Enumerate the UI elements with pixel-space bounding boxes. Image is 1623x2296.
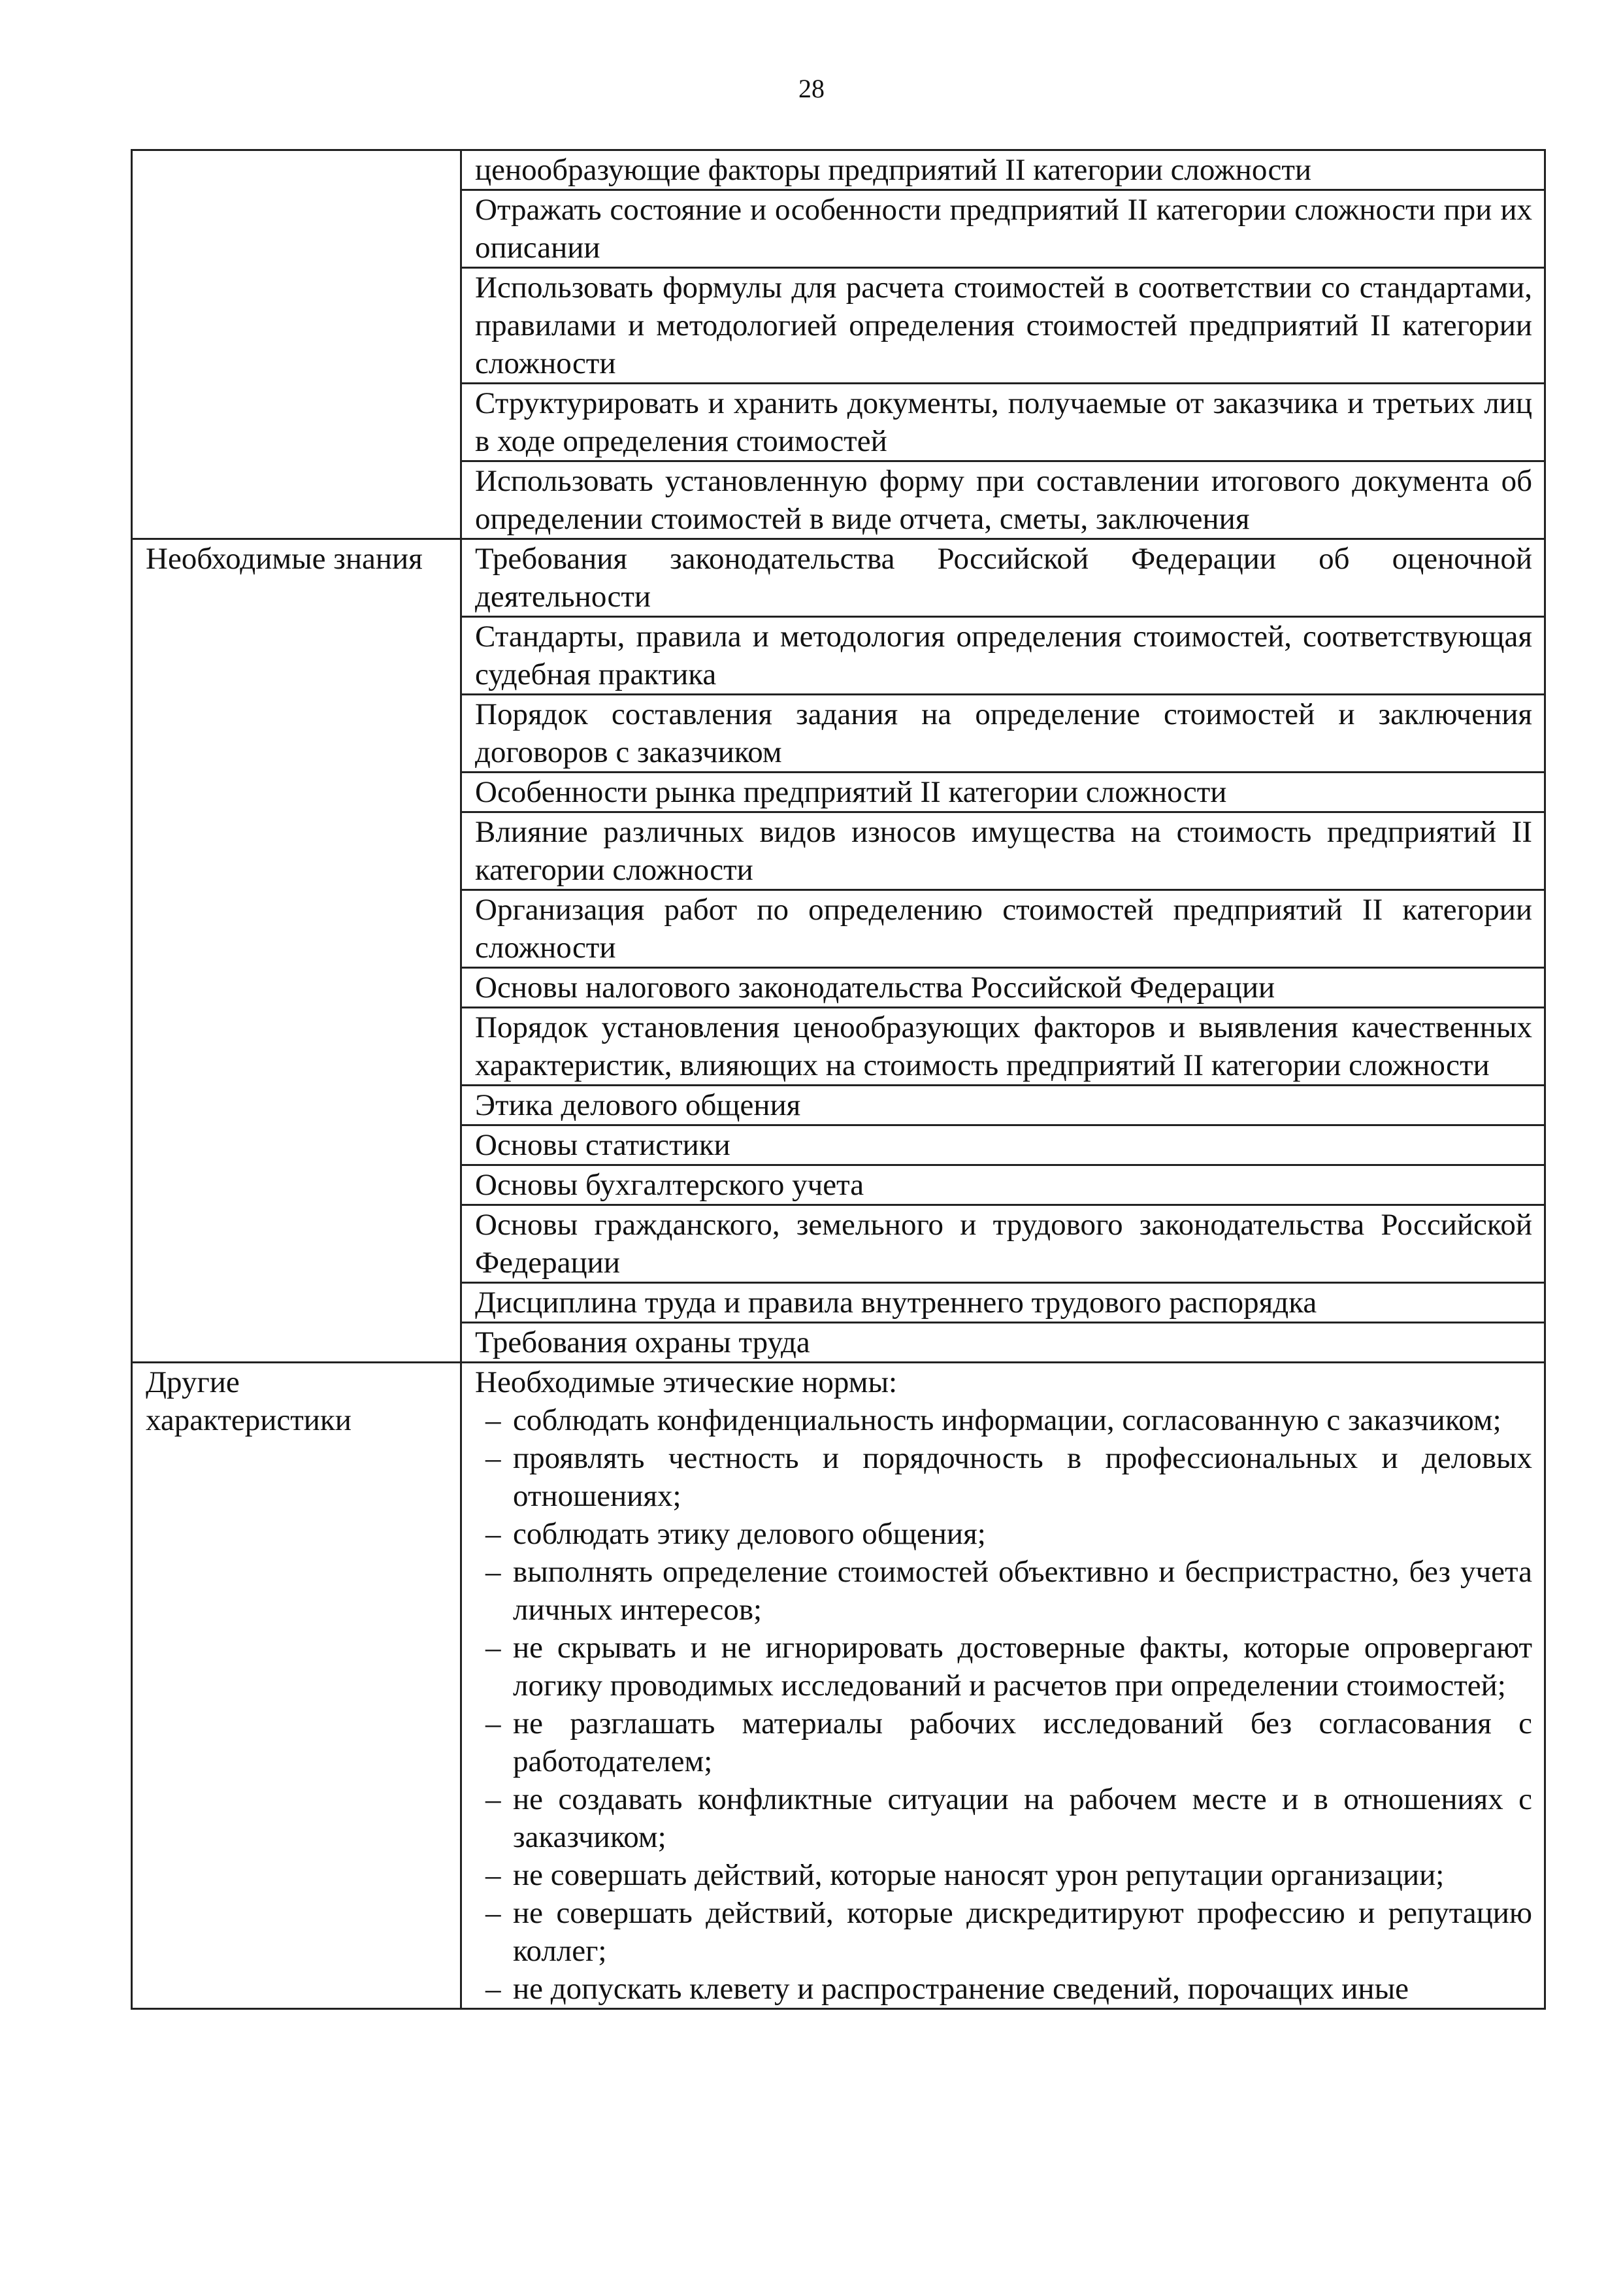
knowledge-item: Порядок составления задания на определение стоимостей и заключения договоров с заказчиком (461, 695, 1545, 773)
knowledge-item: Дисциплина труда и правила внутреннего трудового распорядка (461, 1283, 1545, 1323)
knowledge-item: Требования законодательства Российской Федерации об оценочной деятельности (461, 539, 1545, 617)
list-item: – не скрывать и не игнорировать достоверные факты, которые опровергают логику проводимых исследований и расчетов при определении стоимостей; (475, 1629, 1532, 1705)
ethics-intro: Необходимые этические нормы: (475, 1365, 898, 1399)
list-item: – не допускать клевету и распространение сведений, порочащих иные (475, 1970, 1532, 2008)
knowledge-item: Особенности рынка предприятий II категории сложности (461, 773, 1545, 812)
table-row (132, 539, 1545, 617)
table-row (132, 1363, 1545, 2009)
knowledge-item: Требования охраны труда (461, 1323, 1545, 1363)
knowledge-item: Основы налогового законодательства Российской Федерации (461, 968, 1545, 1008)
skill-item: Структурировать и хранить документы, получаемые от заказчика и третьих лиц в ходе определения стоимостей (461, 384, 1545, 461)
skill-item: Использовать установленную форму при составлении итогового документа об определении стоимостей в виде отчета, сметы, заключения (461, 461, 1545, 539)
knowledge-item: Влияние различных видов износов имущества на стоимость предприятий II категории сложности (461, 812, 1545, 890)
knowledge-item: Стандарты, правила и методология определения стоимостей, соответствующая судебная практика (461, 617, 1545, 695)
requirements-table (131, 149, 1546, 2010)
list-item: – не создавать конфликтные ситуации на рабочем месте и в отношениях с заказчиком; (475, 1780, 1532, 1856)
list-item: – проявлять честность и порядочность в профессиональных и деловых отношениях; (475, 1439, 1532, 1515)
knowledge-item: Порядок установления ценообразующих факторов и выявления качественных характеристик, влияющих на стоимость предприятий II категории сложности (461, 1008, 1545, 1086)
knowledge-item: Основы гражданского, земельного и трудового законодательства Российской Федерации (461, 1205, 1545, 1283)
page-number: 28 (798, 74, 825, 103)
empty-label-cell (132, 150, 461, 539)
list-item: – не совершать действий, которые наносят урон репутации организации; (475, 1856, 1532, 1894)
list-item: – не разглашать материалы рабочих исследований без согласования с работодателем; (475, 1705, 1532, 1780)
table-row (132, 150, 1545, 190)
knowledge-item: Организация работ по определению стоимостей предприятий II категории сложности (461, 890, 1545, 968)
other-label: Другие характеристики (132, 1363, 461, 2009)
list-item: – соблюдать конфиденциальность информации, согласованную с заказчиком; (475, 1401, 1532, 1439)
knowledge-label: Необходимые знания (132, 539, 461, 1363)
ethics-list (475, 1401, 1532, 2008)
skill-item: Отражать состояние и особенности предприятий II категории сложности при их описании (461, 190, 1545, 268)
knowledge-item: Основы статистики (461, 1125, 1545, 1165)
knowledge-item: Этика делового общения (461, 1086, 1545, 1125)
skill-item: Использовать формулы для расчета стоимостей в соответствии со стандартами, правилами и методологией определения стоимостей предприятий II категории сложности (461, 268, 1545, 384)
list-item: – соблюдать этику делового общения; (475, 1515, 1532, 1553)
list-item: – не совершать действий, которые дискредитируют профессию и репутацию коллег; (475, 1894, 1532, 1970)
skill-item: ценообразующие факторы предприятий II категории сложности (461, 150, 1545, 190)
ethics-cell (461, 1363, 1545, 2009)
knowledge-item: Основы бухгалтерского учета (461, 1165, 1545, 1205)
list-item: – выполнять определение стоимостей объективно и беспристрастно, без учета личных интересов; (475, 1553, 1532, 1629)
